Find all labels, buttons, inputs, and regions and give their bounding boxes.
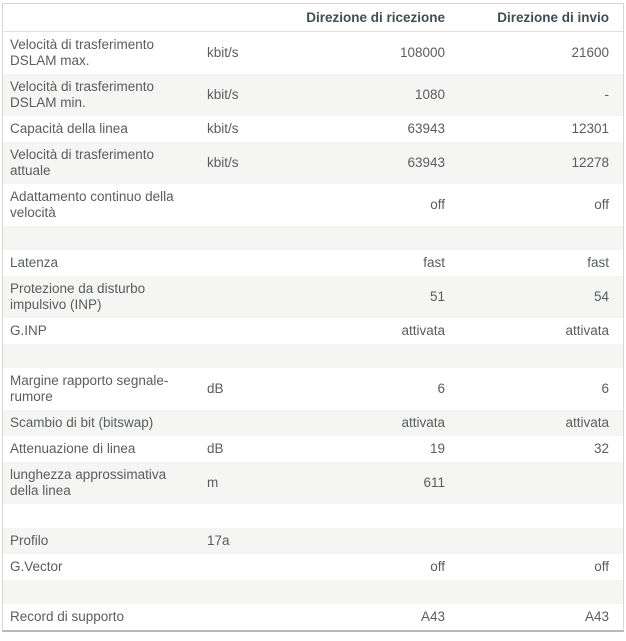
header-direzione-ricezione: Direzione di ricezione: [293, 4, 451, 32]
row-unit: [201, 604, 293, 630]
row-unit: kbit/s: [207, 155, 239, 170]
dsl-info-table: [3, 4, 623, 630]
row-label: Margine rapporto segnale-rumore: [10, 373, 169, 404]
value-ricezione: 63943: [407, 155, 445, 170]
table-row: [3, 604, 623, 630]
row-unit: m: [207, 475, 219, 490]
value-ricezione: 19: [429, 441, 445, 456]
spacer-cell: [3, 226, 623, 250]
row-label: Attenuazione di linea: [10, 441, 136, 456]
value-ricezione: 108000: [399, 45, 445, 60]
table-body: [3, 32, 623, 631]
value-ricezione: 51: [429, 289, 445, 304]
row-label: Protezione da disturbo impulsivo (INP): [10, 281, 146, 312]
row-label: G.INP: [10, 323, 47, 338]
table-row: [3, 32, 623, 75]
row-label: Latenza: [10, 255, 59, 270]
table-row: [3, 462, 623, 504]
row-unit: [201, 276, 293, 318]
row-label: Capacità della linea: [10, 121, 128, 136]
value-invio: off: [594, 197, 609, 212]
row-label: Velocità di trasferimento attuale: [10, 147, 155, 178]
table-row: [3, 74, 623, 116]
value-invio: 12301: [571, 121, 609, 136]
value-invio: 21600: [571, 45, 609, 60]
table-row: [3, 554, 623, 580]
row-unit: dB: [207, 381, 224, 396]
table-row: [3, 436, 623, 462]
row-unit: [201, 184, 293, 226]
header-row: [3, 4, 623, 32]
value-invio: fast: [587, 255, 609, 270]
spacer-row: [3, 580, 623, 604]
row-unit: dB: [207, 441, 224, 456]
table-row: [3, 528, 623, 554]
spacer-row: [3, 344, 623, 368]
table-row: [3, 276, 623, 318]
row-unit: [201, 318, 293, 344]
value-invio: [451, 462, 623, 504]
row-unit: [201, 250, 293, 276]
row-label: Adattamento continuo della velocità: [10, 189, 174, 220]
spacer-cell: [3, 344, 623, 368]
spacer-row: [3, 226, 623, 250]
value-invio: 32: [593, 441, 609, 456]
value-ricezione: 1080: [414, 87, 445, 102]
dsl-info-panel: [2, 3, 624, 632]
table-row: [3, 318, 623, 344]
value-ricezione: off: [430, 197, 445, 212]
table-row: [3, 368, 623, 410]
value-ricezione: 6: [437, 381, 445, 396]
spacer-cell: [3, 504, 623, 528]
row-unit: kbit/s: [207, 45, 239, 60]
row-label: Velocità di trasferimento DSLAM min.: [10, 79, 155, 110]
table-header: [3, 4, 623, 32]
value-invio: off: [594, 559, 609, 574]
row-unit: [201, 410, 293, 436]
row-label: Record di supporto: [10, 609, 125, 624]
row-label: Velocità di trasferimento DSLAM max.: [10, 37, 155, 68]
value-ricezione: A43: [420, 609, 445, 624]
row-unit: kbit/s: [207, 87, 239, 102]
spacer-cell: [3, 580, 623, 604]
value-invio: [451, 528, 623, 554]
table-row: [3, 410, 623, 436]
value-ricezione: fast: [423, 255, 445, 270]
header-direzione-invio: Direzione di invio: [451, 4, 623, 32]
value-invio: 6: [601, 381, 609, 396]
header-label-blank: [3, 4, 201, 32]
table-row: [3, 184, 623, 226]
value-invio: A43: [584, 609, 609, 624]
value-invio: attivata: [565, 323, 609, 338]
value-ricezione: off: [430, 559, 445, 574]
value-invio: 12278: [571, 155, 609, 170]
row-label: Profilo: [10, 533, 49, 548]
row-unit: 17a: [207, 533, 230, 548]
value-invio: attivata: [565, 415, 609, 430]
table-row: [3, 116, 623, 142]
table-row: [3, 142, 623, 184]
value-ricezione: [293, 528, 451, 554]
row-unit: kbit/s: [207, 121, 239, 136]
value-ricezione: attivata: [401, 415, 445, 430]
row-label: G.Vector: [10, 559, 63, 574]
value-invio: -: [604, 87, 609, 102]
table-row: [3, 250, 623, 276]
row-unit: [201, 554, 293, 580]
row-label: Scambio di bit (bitswap): [10, 415, 154, 430]
spacer-row: [3, 504, 623, 528]
value-invio: 54: [593, 289, 609, 304]
row-label: lunghezza approssimativa della linea: [10, 467, 167, 498]
value-ricezione: 611: [423, 475, 445, 490]
value-ricezione: attivata: [401, 323, 445, 338]
header-unit-blank: [201, 4, 293, 32]
value-ricezione: 63943: [407, 121, 445, 136]
